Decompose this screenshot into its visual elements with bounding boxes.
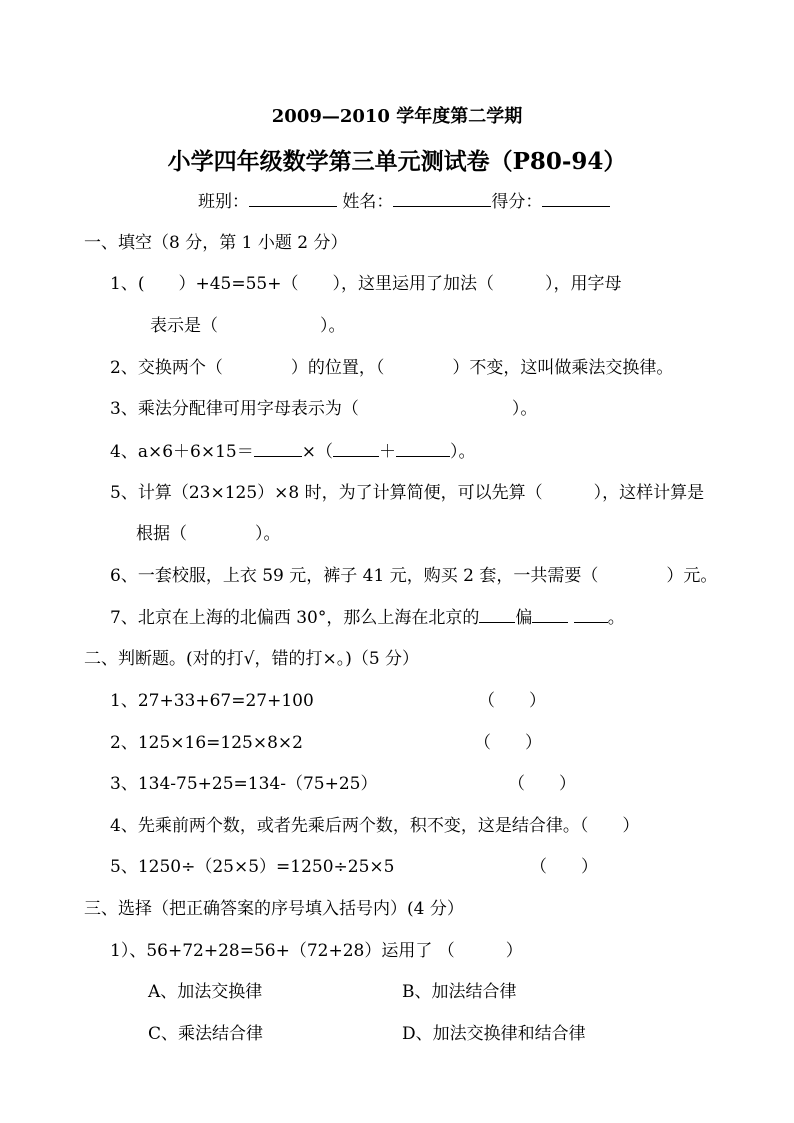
fill-q4: [110, 440, 475, 463]
student-info-line: [198, 190, 610, 213]
judge-q3-paren[interactable]: （ ）: [508, 774, 576, 794]
name-blank[interactable]: [393, 190, 491, 207]
school-year-title: 2009—2010 学年度第二学期: [271, 106, 523, 127]
judge-q5-paren[interactable]: （ ）: [530, 857, 598, 877]
choice-q1: 1）、56+72+28=56+（72+28）运用了 （ ）: [110, 941, 523, 961]
fill-q7-blank1[interactable]: [479, 606, 515, 623]
score-label: 得分：: [491, 192, 543, 212]
fill-q1-line2: 表示是（ ）。: [150, 316, 346, 336]
fill-q4-blank2[interactable]: [333, 440, 379, 457]
fill-q1-line1: 1、( ）+45=55+（ ），这里运用了加法（ ），用字母: [110, 274, 622, 294]
fill-q4-blank1[interactable]: [254, 440, 302, 457]
fill-q5-line2: 根据（ ）。: [136, 524, 281, 544]
fill-q7-post: 。: [607, 608, 625, 628]
choice-option-c: C、乘法结合律: [148, 1024, 264, 1044]
class-label: 班别：: [198, 192, 249, 212]
judge-q4-text: 4、先乘前两个数，或者先乘后两个数，积不变，这是结合律。（ ）: [110, 816, 640, 836]
judge-q2-text: 2、125×16=125×8×2: [110, 733, 303, 753]
fill-q4-mid2: ＋: [378, 442, 396, 462]
fill-q4-post: ）。: [449, 442, 476, 462]
fill-q4-mid1: ×（: [301, 442, 333, 462]
fill-q7-blank2[interactable]: [532, 606, 568, 623]
score-blank[interactable]: [542, 190, 610, 207]
judge-q3-text: 3、134-75+25=134-（75+25）: [110, 774, 378, 794]
judge-q2-paren[interactable]: （ ）: [474, 733, 542, 753]
fill-q7-mid: 偏: [515, 608, 533, 628]
fill-q4-blank3[interactable]: [396, 440, 450, 457]
fill-q7-pre: 7、北京在上海的北偏西 30°，那么上海在北京的: [110, 608, 480, 628]
judge-q1-paren[interactable]: （ ）: [478, 691, 546, 711]
fill-q2: 2、交换两个（ ）的位置，（ ）不变，这叫做乘法交换律。: [110, 358, 674, 378]
fill-q5-line1: 5、计算（23×125）×8 时，为了计算简便，可以先算（ ），这样计算是: [110, 483, 705, 503]
choice-option-b: B、加法结合律: [402, 982, 517, 1002]
fill-q7-blank3[interactable]: [574, 606, 608, 623]
fill-q6: 6、一套校服，上衣 59 元，裤子 41 元，购买 2 套，一共需要（ ）元。: [110, 566, 718, 586]
class-blank[interactable]: [249, 190, 337, 207]
fill-q7: [110, 606, 625, 629]
name-label: 姓名：: [342, 192, 394, 212]
judge-q1-text: 1、27+33+67=27+100: [110, 691, 314, 711]
choice-option-a: A、加法交换律: [148, 982, 263, 1002]
section2-heading: 二、判断题。(对的打√，错的打×。)（5 分）: [84, 649, 420, 669]
fill-q3: 3、乘法分配律可用字母表示为（ ）。: [110, 399, 538, 419]
choice-option-d: D、加法交换律和结合律: [402, 1024, 586, 1044]
section3-heading: 三、选择（把正确答案的序号填入括号内）(4 分）: [84, 899, 464, 919]
judge-q5-text: 5、1250÷（25×5）=1250÷25×5: [110, 857, 395, 877]
section1-heading: 一、填空（8 分，第 1 小题 2 分）: [84, 233, 348, 253]
exam-title: 小学四年级数学第三单元测试卷（P80-94）: [167, 148, 627, 175]
fill-q4-pre: 4、a×6＋6×15＝: [110, 442, 254, 462]
